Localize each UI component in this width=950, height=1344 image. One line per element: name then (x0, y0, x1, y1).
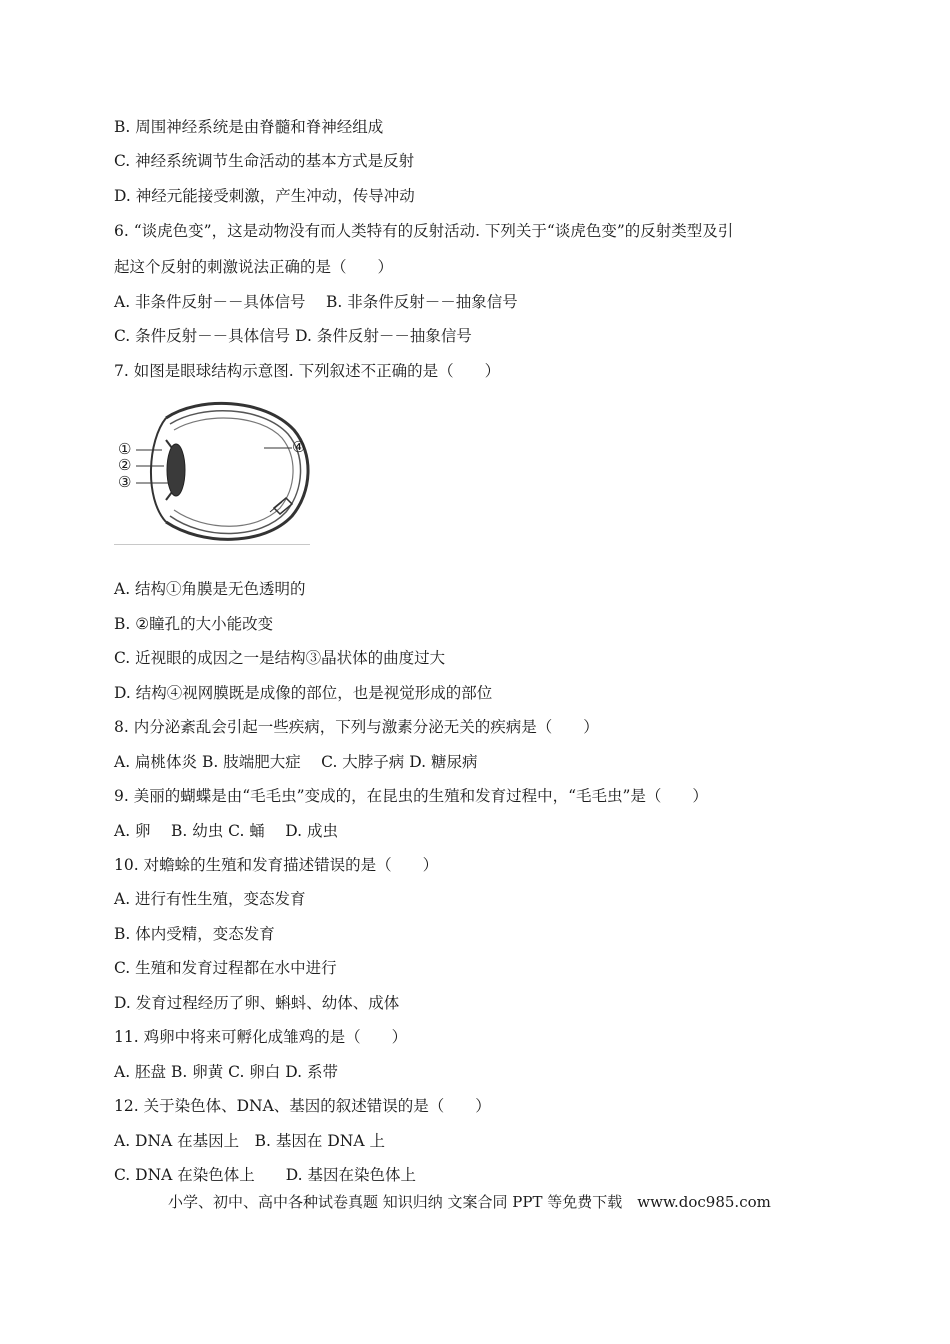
figure-divider (114, 544, 310, 545)
q5-option-c: C. 神经系统调节生命活动的基本方式是反射 (114, 152, 415, 170)
q7-option-d: D. 结构④视网膜既是成像的部位，也是视觉形成的部位 (114, 684, 493, 702)
q10-option-c: C. 生殖和发育过程都在水中进行 (114, 959, 337, 977)
q11-stem: 11. 鸡卵中将来可孵化成雏鸡的是（ ） (114, 1028, 408, 1046)
eyeball-diagram (114, 390, 310, 546)
q10-option-a: A. 进行有性生殖，变态发育 (114, 890, 306, 908)
q7-stem: 7. 如图是眼球结构示意图. 下列叙述不正确的是（ ） (114, 362, 501, 380)
page-footer: 小学、初中、高中各种试卷真题 知识归纳 文案合同 PPT 等免费下载 www.doc985.com (168, 1193, 771, 1211)
q7-option-a: A. 结构①角膜是无色透明的 (114, 580, 306, 598)
label-3: ③ (118, 473, 132, 491)
q8-stem: 8. 内分泌紊乱会引起一些疾病，下列与激素分泌无关的疾病是（ ） (114, 718, 599, 736)
label-4: ④ (292, 438, 306, 456)
q9-options: A. 卵 B. 幼虫 C. 蛹 D. 成虫 (114, 822, 338, 840)
q5-option-b: B. 周围神经系统是由脊髓和脊神经组成 (114, 118, 384, 136)
q10-option-b: B. 体内受精，变态发育 (114, 925, 275, 943)
label-2: ② (118, 456, 132, 474)
q11-options: A. 胚盘 B. 卵黄 C. 卵白 D. 系带 (114, 1063, 338, 1081)
q12-options-cd: C. DNA 在染色体上 D. 基因在染色体上 (114, 1166, 417, 1184)
q7-option-b: B. ②瞳孔的大小能改变 (114, 615, 274, 633)
q6-stem-line1: 6. “谈虎色变”，这是动物没有而人类特有的反射活动. 下列关于“谈虎色变”的反射类型及引 (114, 222, 734, 240)
q12-stem: 12. 关于染色体、DNA、基因的叙述错误的是（ ） (114, 1097, 491, 1115)
q7-option-c: C. 近视眼的成因之一是结构③晶状体的曲度过大 (114, 649, 446, 667)
q10-stem: 10. 对蟾蜍的生殖和发育描述错误的是（ ） (114, 856, 439, 874)
q12-options-ab: A. DNA 在基因上 B. 基因在 DNA 上 (114, 1132, 385, 1150)
q5-option-d: D. 神经元能接受刺激，产生冲动，传导冲动 (114, 187, 415, 205)
q6-options-cd: C. 条件反射－－具体信号 D. 条件反射－－抽象信号 (114, 327, 472, 345)
q10-option-d: D. 发育过程经历了卵、蝌蚪、幼体、成体 (114, 994, 400, 1012)
q9-stem: 9. 美丽的蝴蝶是由“毛毛虫”变成的，在昆虫的生殖和发育过程中，“毛毛虫”是（ ） (114, 787, 708, 805)
q6-options-ab: A. 非条件反射－－具体信号 B. 非条件反射－－抽象信号 (114, 293, 518, 311)
q6-stem-line2: 起这个反射的刺激说法正确的是（ ） (114, 258, 394, 276)
q8-options: A. 扁桃体炎 B. 肢端肥大症 C. 大脖子病 D. 糖尿病 (114, 753, 478, 771)
label-1: ① (118, 440, 132, 458)
